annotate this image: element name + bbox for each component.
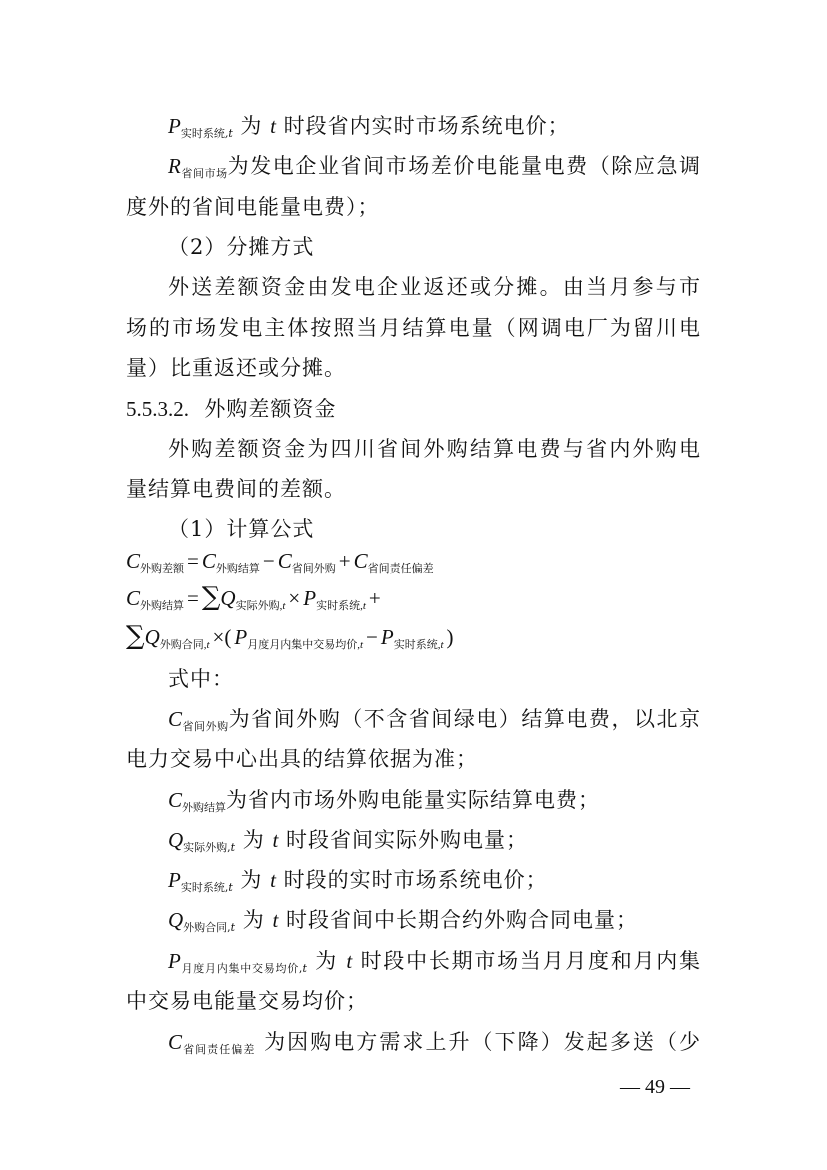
symbol-t: t xyxy=(272,908,279,932)
subscript: 省间外购 xyxy=(182,720,229,733)
page-number: — 49 — xyxy=(620,1076,690,1098)
subscript: 省间责任偏差 xyxy=(182,1043,256,1056)
symbol-c: C xyxy=(353,549,368,573)
sum-symbol: ∑ xyxy=(201,582,221,612)
symbol-p: P xyxy=(168,949,181,973)
def-text: 为因购电方需求上升（下降）发起多送（少 xyxy=(255,1030,701,1054)
section-heading xyxy=(126,395,701,423)
def-text: 为省间外购（不含省间绿电）结算电费，以北京 xyxy=(228,707,702,731)
subscript: 外购结算 xyxy=(182,801,227,814)
def-c-responsibility-deviation xyxy=(168,1028,701,1064)
section-title: 外购差额资金 xyxy=(204,397,337,421)
paragraph-line: 量结算电费间的差额。 xyxy=(126,477,346,501)
symbol-c: C xyxy=(126,549,141,573)
sum-symbol: ∑ xyxy=(126,621,145,651)
subscript-t: t xyxy=(230,841,236,854)
symbol-t: t xyxy=(270,114,276,138)
formula-3 xyxy=(126,622,701,659)
subscript: 外购结算 xyxy=(140,600,185,612)
operator: − xyxy=(366,625,378,649)
symbol-t: t xyxy=(270,868,276,892)
paragraph-line: 中交易电能量交易均价； xyxy=(126,989,368,1013)
def-r-interprovincial xyxy=(168,152,701,188)
subscript: 实时系统, xyxy=(180,881,229,894)
symbol-p: P xyxy=(380,625,394,649)
subscript: 省间责任偏差 xyxy=(367,563,434,575)
def-text-rest: 时段的实时市场系统电价； xyxy=(275,868,548,892)
operator: ×( xyxy=(212,625,232,649)
subscript-t: t xyxy=(302,962,307,975)
paragraph-line: 场的市场发电主体按照当月结算电量（网调电厂为留川电 xyxy=(126,316,701,340)
subscript-t: t xyxy=(359,639,364,651)
subheading-formula: （1）计算公式 xyxy=(168,517,315,541)
symbol-q: Q xyxy=(144,625,160,649)
def-text: 为省内市场外购电能量实际结算电费； xyxy=(226,788,601,812)
operator: + xyxy=(368,586,381,610)
subscript-t: t xyxy=(228,881,233,894)
symbol-q: Q xyxy=(168,828,184,852)
paragraph-line: 外购差额资金为四川省间外购结算电费与省内外购电 xyxy=(168,437,701,461)
def-text-rest: 时段中长期市场当月月度和月内集 xyxy=(352,949,701,973)
paragraph-line: 量）比重返还或分摊。 xyxy=(126,356,346,380)
symbol-q: Q xyxy=(220,586,236,610)
symbol-c: C xyxy=(201,549,216,573)
symbol-p: P xyxy=(303,586,317,610)
subscript-t: ,t xyxy=(224,127,233,140)
section-number: 5.5.3.2. xyxy=(126,397,189,421)
symbol-c: C xyxy=(168,1030,183,1054)
subscript: 实时系统, xyxy=(393,639,441,651)
subscript: 实时系统 xyxy=(180,127,225,140)
subscript-t: t xyxy=(440,639,444,651)
paragraph-line: 度外的省间电能量电费）； xyxy=(126,195,380,219)
symbol-c: C xyxy=(277,549,292,573)
subscript: 外购结算 xyxy=(215,563,260,575)
def-text: 为 xyxy=(232,114,271,138)
def-text: 为 xyxy=(306,949,347,973)
symbol-p: P xyxy=(168,114,181,138)
def-c-interprovincial-purchase xyxy=(168,705,701,741)
subscript-t: t xyxy=(206,639,210,651)
symbol-r: R xyxy=(168,154,181,178)
operator: × xyxy=(288,586,301,610)
symbol-t: t xyxy=(272,828,279,852)
operator: ) xyxy=(446,625,454,649)
subscript: 外购合同, xyxy=(183,921,231,934)
symbol-q: Q xyxy=(168,908,184,932)
symbol-c: C xyxy=(168,707,183,731)
symbol-p: P xyxy=(234,625,248,649)
operator: = xyxy=(187,549,199,573)
operator: = xyxy=(187,586,199,610)
operator: + xyxy=(338,549,351,573)
subscript: 实际外购, xyxy=(183,841,231,854)
def-text-rest: 时段省间实际外购电量； xyxy=(278,828,528,852)
subscript: 外购差额 xyxy=(140,563,185,575)
symbol-c: C xyxy=(126,586,141,610)
subscript-t: t xyxy=(230,921,236,934)
symbol-p: P xyxy=(168,868,181,892)
formula-1 xyxy=(126,547,701,583)
subscript-t: t xyxy=(282,600,286,612)
subscript: 月度月内集中交易均价, xyxy=(180,962,303,975)
subscript: 外购合同, xyxy=(159,639,207,651)
def-text: 为 xyxy=(232,868,271,892)
symbol-c: C xyxy=(168,788,183,812)
subscript: 实际外购, xyxy=(235,600,283,612)
paragraph-line: 外送差额资金由发电企业返还或分摊。由当月参与市 xyxy=(168,275,701,299)
subscript: 省间外购 xyxy=(291,563,336,575)
def-p-realtime xyxy=(168,866,701,902)
def-p-monthly-average xyxy=(168,947,701,983)
formula-2 xyxy=(126,583,701,620)
subscript: 月度月内集中交易均价, xyxy=(247,639,360,651)
subheading-allocation: （2）分摊方式 xyxy=(168,235,315,259)
def-text: 为 xyxy=(235,908,273,932)
def-p-realtime-provincial xyxy=(168,112,701,148)
subscript-t: t xyxy=(362,600,366,612)
where-label: 式中： xyxy=(168,667,234,691)
def-c-purchase-settlement xyxy=(168,786,701,822)
def-q-contract-purchase xyxy=(168,906,701,942)
def-q-actual-purchase xyxy=(168,826,701,862)
def-text-rest: 时段省内实时市场系统电价； xyxy=(275,114,570,138)
subscript: 实时系统, xyxy=(316,600,363,612)
paragraph-line: 电力交易中心出具的结算依据为准； xyxy=(126,747,478,771)
def-text-rest: 时段省间中长期合约外购合同电量； xyxy=(278,908,638,932)
def-text: 为发电企业省间市场差价电能量电费（除应急调 xyxy=(227,154,702,178)
operator: − xyxy=(262,549,275,573)
subscript: 省间市场 xyxy=(180,167,228,180)
def-text: 为 xyxy=(235,828,273,852)
symbol-t: t xyxy=(346,949,353,973)
